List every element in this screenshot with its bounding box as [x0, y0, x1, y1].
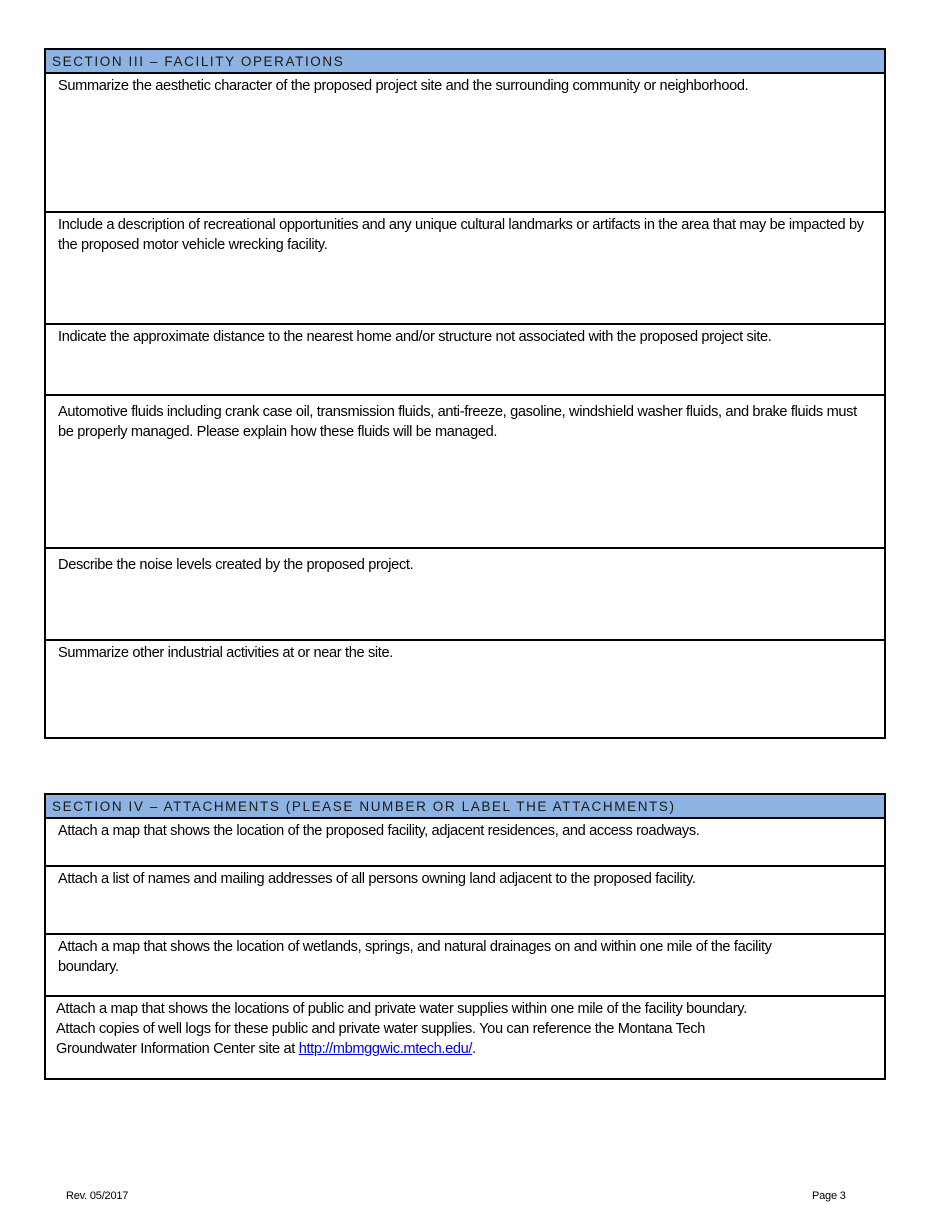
gwic-link[interactable]: http://mbmggwic.mtech.edu/ — [298, 1041, 473, 1057]
attachment-wetlands-map[interactable] — [46, 935, 884, 997]
attachment-water-supplies-map[interactable] — [46, 997, 884, 1080]
question-text: Include a description of recreational opportunities and any unique cultural landmarks or artifacts in the area that may be impacted by the proposed motor vehicle wrecking facility. — [58, 217, 864, 253]
question-recreational-opportunities[interactable] — [46, 213, 884, 325]
question-text: Indicate the approximate distance to the nearest home and/or structure not associated with the proposed project site. — [58, 329, 772, 345]
attachment-text-body: Attach a map that shows the locations of public and private water supplies within one mile of the facility boundary. Attach copies of well logs for these public and private water supplies. You can reference the Montana Tech Groundwater Information Center site at — [56, 1001, 747, 1057]
question-text: Automotive fluids including crank case oil, transmission fluids, anti-freeze, gasoline, windshield washer fluids, and brake fluids must be properly managed. Please explain how these fluids will be managed. — [58, 404, 857, 440]
section-header: SECTION IV – ATTACHMENTS (PLEASE NUMBER OR LABEL THE ATTACHMENTS) — [46, 795, 884, 819]
revision-date: Rev. 05/2017 — [66, 1190, 129, 1202]
attachment-text: Attach a map that shows the location of the proposed facility, adjacent residences, and access roadways. — [58, 823, 700, 839]
section-attachments — [44, 793, 886, 1080]
attachment-text — [56, 999, 774, 1059]
question-industrial-activities[interactable] — [46, 641, 884, 737]
section-facility-operations — [44, 48, 886, 739]
question-text: Summarize the aesthetic character of the proposed project site and the surrounding community or neighborhood. — [58, 78, 749, 94]
attachment-text: Attach a list of names and mailing addresses of all persons owning land adjacent to the proposed facility. — [58, 871, 696, 887]
question-aesthetic-character[interactable] — [46, 74, 884, 213]
section-header: SECTION III – FACILITY OPERATIONS — [46, 50, 884, 74]
attachment-facility-map[interactable] — [46, 819, 884, 867]
page-number: Page 3 — [812, 1190, 846, 1202]
question-noise-levels[interactable] — [46, 549, 884, 641]
link-suffix: . — [472, 1041, 476, 1057]
attachment-adjacent-landowners[interactable] — [46, 867, 884, 935]
question-automotive-fluids[interactable] — [46, 396, 884, 549]
attachment-text: Attach a map that shows the location of wetlands, springs, and natural drainages on and within one mile of the facility boundary. — [58, 939, 772, 975]
question-nearest-home-distance[interactable] — [46, 325, 884, 396]
question-text: Describe the noise levels created by the proposed project. — [58, 557, 414, 573]
question-text: Summarize other industrial activities at or near the site. — [58, 645, 393, 661]
